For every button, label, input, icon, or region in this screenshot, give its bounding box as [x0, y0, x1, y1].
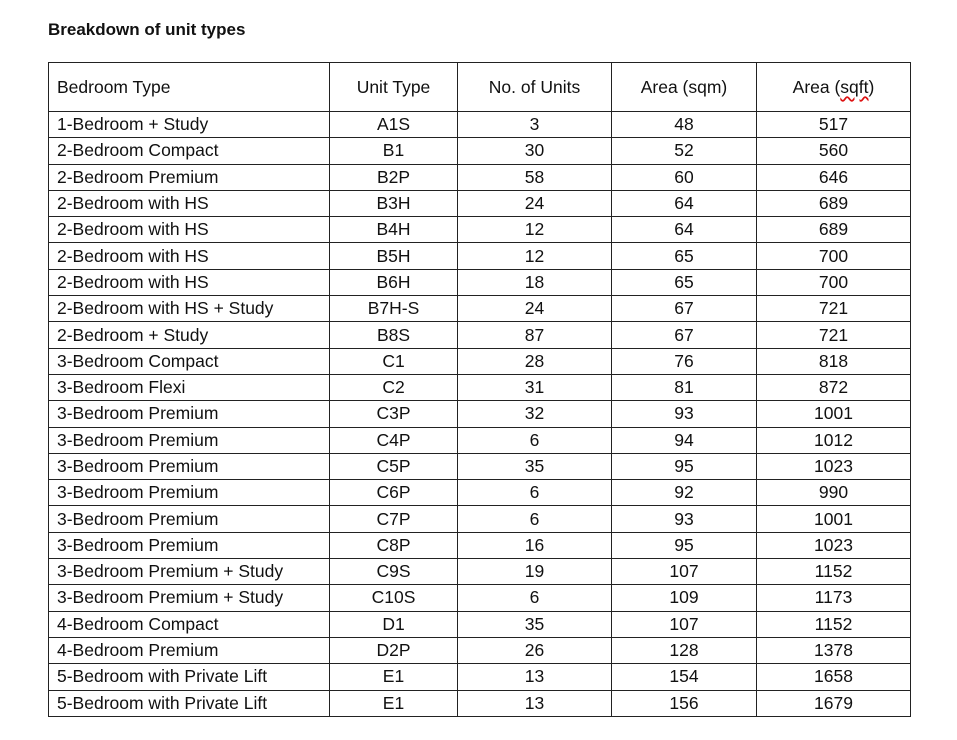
cell-area-sqft: 1658	[757, 664, 911, 690]
cell-area-sqft: 646	[757, 164, 911, 190]
table-row	[49, 453, 911, 479]
cell-bedroom-type: 2-Bedroom with HS	[49, 243, 330, 269]
cell-area-sqm: 93	[612, 401, 757, 427]
cell-unit-type: C8P	[330, 532, 458, 558]
cell-no-of-units: 13	[458, 664, 612, 690]
table-header-row	[49, 63, 911, 112]
cell-area-sqm: 60	[612, 164, 757, 190]
cell-area-sqm: 76	[612, 348, 757, 374]
header-area-sqm: Area (sqm)	[612, 63, 757, 112]
cell-area-sqm: 94	[612, 427, 757, 453]
cell-no-of-units: 87	[458, 322, 612, 348]
cell-no-of-units: 28	[458, 348, 612, 374]
table-row	[49, 401, 911, 427]
cell-area-sqft: 721	[757, 296, 911, 322]
cell-area-sqm: 52	[612, 138, 757, 164]
cell-bedroom-type: 3-Bedroom Compact	[49, 348, 330, 374]
cell-area-sqm: 109	[612, 585, 757, 611]
cell-no-of-units: 3	[458, 112, 612, 138]
cell-no-of-units: 13	[458, 690, 612, 716]
cell-bedroom-type: 3-Bedroom Premium + Study	[49, 585, 330, 611]
cell-no-of-units: 35	[458, 453, 612, 479]
cell-bedroom-type: 2-Bedroom with HS + Study	[49, 296, 330, 322]
cell-bedroom-type: 3-Bedroom Premium	[49, 480, 330, 506]
cell-area-sqft: 1152	[757, 611, 911, 637]
cell-area-sqm: 64	[612, 190, 757, 216]
cell-area-sqft: 818	[757, 348, 911, 374]
cell-no-of-units: 32	[458, 401, 612, 427]
cell-unit-type: B2P	[330, 164, 458, 190]
cell-no-of-units: 16	[458, 532, 612, 558]
cell-no-of-units: 12	[458, 243, 612, 269]
header-area-sqft-unit: sqft	[840, 76, 869, 97]
cell-unit-type: E1	[330, 664, 458, 690]
unit-types-table	[48, 62, 911, 717]
table-row	[49, 164, 911, 190]
cell-no-of-units: 26	[458, 637, 612, 663]
cell-area-sqft: 1023	[757, 453, 911, 479]
cell-unit-type: B8S	[330, 322, 458, 348]
cell-no-of-units: 6	[458, 585, 612, 611]
cell-bedroom-type: 2-Bedroom with HS	[49, 190, 330, 216]
cell-area-sqm: 92	[612, 480, 757, 506]
cell-unit-type: C7P	[330, 506, 458, 532]
cell-bedroom-type: 2-Bedroom with HS	[49, 217, 330, 243]
cell-unit-type: C5P	[330, 453, 458, 479]
table-row	[49, 243, 911, 269]
cell-bedroom-type: 4-Bedroom Compact	[49, 611, 330, 637]
cell-unit-type: C6P	[330, 480, 458, 506]
cell-unit-type: B3H	[330, 190, 458, 216]
table-row	[49, 112, 911, 138]
table-row	[49, 217, 911, 243]
table-row	[49, 138, 911, 164]
page-title: Breakdown of unit types	[48, 20, 246, 39]
cell-bedroom-type: 3-Bedroom Premium	[49, 401, 330, 427]
cell-unit-type: C10S	[330, 585, 458, 611]
cell-area-sqft: 1012	[757, 427, 911, 453]
cell-no-of-units: 30	[458, 138, 612, 164]
cell-area-sqft: 689	[757, 217, 911, 243]
cell-unit-type: C3P	[330, 401, 458, 427]
cell-unit-type: D1	[330, 611, 458, 637]
header-no-of-units: No. of Units	[458, 63, 612, 112]
table-row	[49, 427, 911, 453]
header-area-sqft-suffix: )	[868, 76, 875, 97]
cell-no-of-units: 58	[458, 164, 612, 190]
cell-area-sqft: 560	[757, 138, 911, 164]
cell-area-sqft: 1378	[757, 637, 911, 663]
cell-no-of-units: 31	[458, 374, 612, 400]
cell-unit-type: B1	[330, 138, 458, 164]
cell-no-of-units: 24	[458, 296, 612, 322]
cell-area-sqm: 81	[612, 374, 757, 400]
cell-area-sqft: 1001	[757, 401, 911, 427]
table-row	[49, 190, 911, 216]
cell-unit-type: C4P	[330, 427, 458, 453]
cell-area-sqm: 95	[612, 532, 757, 558]
cell-no-of-units: 24	[458, 190, 612, 216]
cell-no-of-units: 6	[458, 427, 612, 453]
cell-area-sqft: 1023	[757, 532, 911, 558]
cell-unit-type: B4H	[330, 217, 458, 243]
cell-area-sqft: 700	[757, 243, 911, 269]
table-row	[49, 374, 911, 400]
table-row	[49, 506, 911, 532]
cell-bedroom-type: 5-Bedroom with Private Lift	[49, 664, 330, 690]
table-row	[49, 585, 911, 611]
cell-unit-type: C1	[330, 348, 458, 374]
cell-bedroom-type: 3-Bedroom Premium	[49, 506, 330, 532]
table-row	[49, 532, 911, 558]
cell-bedroom-type: 2-Bedroom with HS	[49, 269, 330, 295]
header-area-sqft-prefix: Area (	[792, 76, 841, 97]
cell-no-of-units: 19	[458, 559, 612, 585]
cell-bedroom-type: 3-Bedroom Flexi	[49, 374, 330, 400]
cell-area-sqm: 128	[612, 637, 757, 663]
cell-area-sqm: 67	[612, 296, 757, 322]
cell-area-sqft: 517	[757, 112, 911, 138]
cell-area-sqm: 65	[612, 243, 757, 269]
cell-bedroom-type: 2-Bedroom + Study	[49, 322, 330, 348]
cell-area-sqm: 154	[612, 664, 757, 690]
table-row	[49, 269, 911, 295]
cell-unit-type: C2	[330, 374, 458, 400]
cell-unit-type: B7H-S	[330, 296, 458, 322]
cell-bedroom-type: 2-Bedroom Compact	[49, 138, 330, 164]
cell-unit-type: B5H	[330, 243, 458, 269]
cell-no-of-units: 35	[458, 611, 612, 637]
cell-unit-type: A1S	[330, 112, 458, 138]
table-row	[49, 690, 911, 716]
cell-bedroom-type: 1-Bedroom + Study	[49, 112, 330, 138]
cell-area-sqm: 107	[612, 559, 757, 585]
cell-area-sqft: 721	[757, 322, 911, 348]
cell-area-sqm: 107	[612, 611, 757, 637]
table-row	[49, 348, 911, 374]
table-row	[49, 322, 911, 348]
cell-area-sqm: 67	[612, 322, 757, 348]
cell-area-sqm: 93	[612, 506, 757, 532]
table-row	[49, 611, 911, 637]
cell-area-sqft: 872	[757, 374, 911, 400]
cell-bedroom-type: 3-Bedroom Premium + Study	[49, 559, 330, 585]
table-row	[49, 664, 911, 690]
table-row	[49, 637, 911, 663]
cell-no-of-units: 18	[458, 269, 612, 295]
cell-bedroom-type: 3-Bedroom Premium	[49, 453, 330, 479]
cell-bedroom-type: 4-Bedroom Premium	[49, 637, 330, 663]
cell-area-sqft: 990	[757, 480, 911, 506]
cell-unit-type: E1	[330, 690, 458, 716]
cell-area-sqm: 95	[612, 453, 757, 479]
table-row	[49, 480, 911, 506]
cell-area-sqm: 156	[612, 690, 757, 716]
cell-area-sqft: 1152	[757, 559, 911, 585]
cell-unit-type: C9S	[330, 559, 458, 585]
table-row	[49, 559, 911, 585]
cell-area-sqft: 700	[757, 269, 911, 295]
cell-area-sqft: 689	[757, 190, 911, 216]
cell-bedroom-type: 5-Bedroom with Private Lift	[49, 690, 330, 716]
cell-no-of-units: 6	[458, 480, 612, 506]
cell-area-sqft: 1679	[757, 690, 911, 716]
cell-area-sqft: 1001	[757, 506, 911, 532]
cell-bedroom-type: 2-Bedroom Premium	[49, 164, 330, 190]
cell-bedroom-type: 3-Bedroom Premium	[49, 532, 330, 558]
cell-area-sqm: 64	[612, 217, 757, 243]
header-bedroom-type: Bedroom Type	[49, 63, 330, 112]
cell-no-of-units: 6	[458, 506, 612, 532]
header-area-sqft	[757, 63, 911, 112]
cell-area-sqm: 65	[612, 269, 757, 295]
cell-area-sqft: 1173	[757, 585, 911, 611]
cell-bedroom-type: 3-Bedroom Premium	[49, 427, 330, 453]
cell-unit-type: B6H	[330, 269, 458, 295]
cell-area-sqm: 48	[612, 112, 757, 138]
header-unit-type: Unit Type	[330, 63, 458, 112]
cell-unit-type: D2P	[330, 637, 458, 663]
table-row	[49, 296, 911, 322]
cell-no-of-units: 12	[458, 217, 612, 243]
